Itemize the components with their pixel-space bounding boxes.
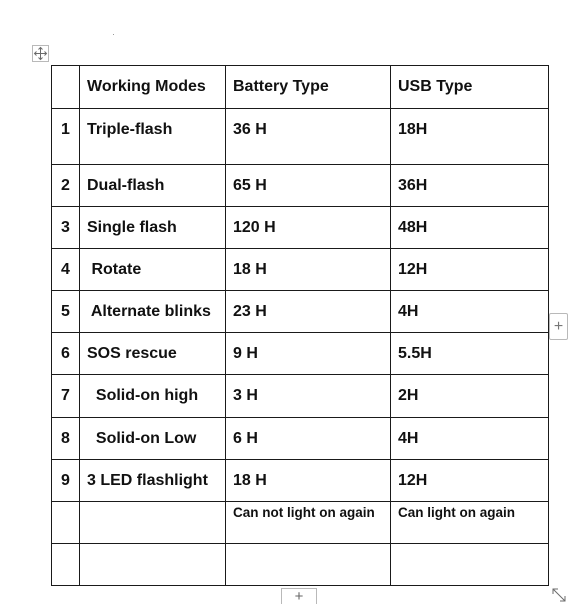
- row-number[interactable]: 7: [52, 375, 80, 418]
- row-usb[interactable]: 4H: [391, 418, 549, 460]
- table-row: [52, 207, 549, 249]
- add-row-button[interactable]: +: [281, 588, 317, 604]
- note-battery-cell[interactable]: Can not light on again: [226, 502, 391, 544]
- header-usb-type[interactable]: USB Type: [391, 66, 549, 109]
- working-modes-table: [51, 65, 549, 586]
- header-working-modes[interactable]: Working Modes: [80, 66, 226, 109]
- row-number[interactable]: 6: [52, 333, 80, 375]
- row-usb[interactable]: 18H: [391, 109, 549, 165]
- row-battery[interactable]: 65 H: [226, 165, 391, 207]
- table-resize-handle[interactable]: [550, 586, 568, 604]
- table-row: [52, 109, 549, 165]
- table-empty-row: [52, 544, 549, 586]
- note-num-cell[interactable]: [52, 502, 80, 544]
- empty-mode-cell[interactable]: [80, 544, 226, 586]
- table-row: [52, 460, 549, 502]
- header-battery-type[interactable]: Battery Type: [226, 66, 391, 109]
- row-usb[interactable]: 2H: [391, 375, 549, 418]
- table-row: [52, 333, 549, 375]
- row-mode[interactable]: Dual-flash: [80, 165, 226, 207]
- row-usb[interactable]: 4H: [391, 291, 549, 333]
- header-num-cell[interactable]: [52, 66, 80, 109]
- diagonal-resize-icon: [550, 586, 568, 604]
- note-mode-cell[interactable]: [80, 502, 226, 544]
- table-row: [52, 249, 549, 291]
- row-usb[interactable]: 12H: [391, 460, 549, 502]
- row-battery[interactable]: 18 H: [226, 249, 391, 291]
- table-header-row: [52, 66, 549, 109]
- row-usb[interactable]: 36H: [391, 165, 549, 207]
- row-battery[interactable]: 18 H: [226, 460, 391, 502]
- row-number[interactable]: 4: [52, 249, 80, 291]
- table-row: [52, 418, 549, 460]
- row-number[interactable]: 9: [52, 460, 80, 502]
- row-battery[interactable]: 36 H: [226, 109, 391, 165]
- row-battery[interactable]: 120 H: [226, 207, 391, 249]
- four-arrows-move-icon: [33, 46, 48, 61]
- stray-dot: [113, 34, 114, 35]
- row-battery[interactable]: 3 H: [226, 375, 391, 418]
- row-mode[interactable]: 3 LED flashlight: [80, 460, 226, 502]
- row-mode[interactable]: Solid-on high: [80, 375, 226, 418]
- row-mode[interactable]: Alternate blinks: [80, 291, 226, 333]
- table-move-handle[interactable]: [32, 45, 49, 62]
- table-row: [52, 291, 549, 333]
- row-battery[interactable]: 6 H: [226, 418, 391, 460]
- row-mode[interactable]: Single flash: [80, 207, 226, 249]
- row-number[interactable]: 2: [52, 165, 80, 207]
- empty-num-cell[interactable]: [52, 544, 80, 586]
- empty-usb-cell[interactable]: [391, 544, 549, 586]
- row-number[interactable]: 8: [52, 418, 80, 460]
- row-usb[interactable]: 12H: [391, 249, 549, 291]
- row-battery[interactable]: 23 H: [226, 291, 391, 333]
- note-usb-cell[interactable]: Can light on again: [391, 502, 549, 544]
- row-number[interactable]: 1: [52, 109, 80, 165]
- empty-battery-cell[interactable]: [226, 544, 391, 586]
- row-usb[interactable]: 5.5H: [391, 333, 549, 375]
- add-column-button[interactable]: +: [549, 313, 568, 340]
- table-row: [52, 165, 549, 207]
- row-mode[interactable]: Solid-on Low: [80, 418, 226, 460]
- row-mode[interactable]: Rotate: [80, 249, 226, 291]
- table-row: [52, 375, 549, 418]
- row-mode[interactable]: Triple-flash: [80, 109, 226, 165]
- row-number[interactable]: 5: [52, 291, 80, 333]
- row-battery[interactable]: 9 H: [226, 333, 391, 375]
- row-mode[interactable]: SOS rescue: [80, 333, 226, 375]
- row-usb[interactable]: 48H: [391, 207, 549, 249]
- row-number[interactable]: 3: [52, 207, 80, 249]
- table-note-row: [52, 502, 549, 544]
